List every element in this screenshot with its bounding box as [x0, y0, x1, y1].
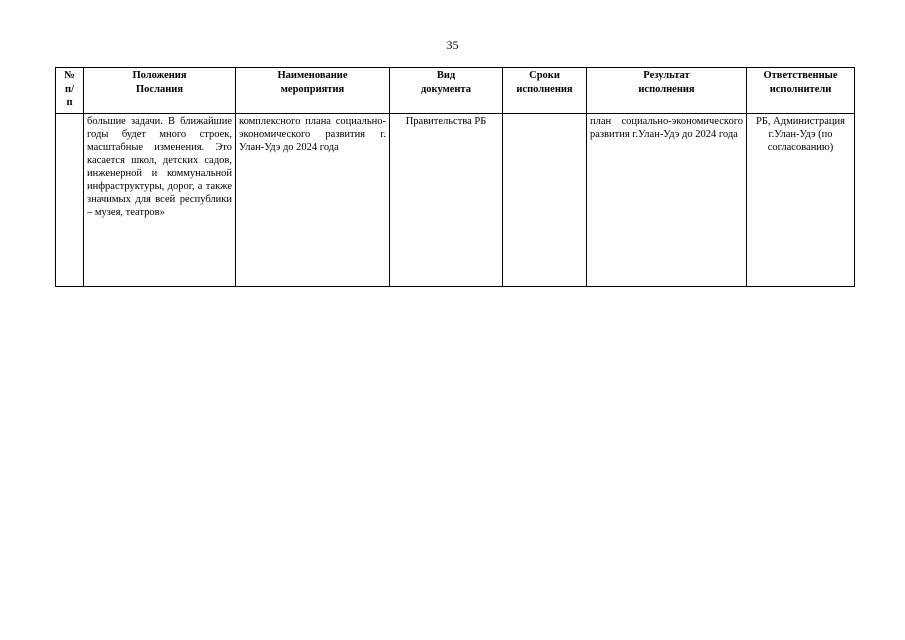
- header-event-name-line1: Наименование: [277, 70, 348, 81]
- measures-table: [55, 67, 855, 287]
- cell-responsible: РБ, Администрация г.Улан-Удэ (по согласованию): [747, 113, 855, 286]
- header-result-line2: исполнения: [638, 83, 695, 95]
- table-header-row: [56, 68, 855, 114]
- header-responsible: [747, 68, 855, 114]
- header-num-line2: п/: [65, 83, 74, 95]
- header-result-line1: Результат: [643, 70, 690, 81]
- header-provisions-line1: Положения: [132, 70, 187, 81]
- header-num-line3: п: [66, 97, 73, 108]
- cell-result: план социально-экономического развития г.Улан-Удэ до 2024 года: [587, 113, 747, 286]
- header-provisions: [84, 68, 236, 114]
- header-doc-type: [390, 68, 503, 114]
- header-deadlines: [503, 68, 587, 114]
- header-event-name-line2: мероприятия: [280, 83, 345, 95]
- header-deadlines-line1: Сроки: [529, 70, 560, 81]
- cell-provisions: большие задачи. В ближайшие годы будет много строек, масштабные изменения. Это касается школ, детских садов, инженерной и коммунальной инфраструктуры, дорог, а также значимых для всей республики – музея, театров»: [84, 113, 236, 286]
- cell-deadlines: [503, 113, 587, 286]
- cell-event-name: комплексного плана социально-экономического развития г. Улан-Удэ до 2024 года: [236, 113, 390, 286]
- table-row: [56, 113, 855, 286]
- header-doc-type-line2: документа: [421, 83, 471, 95]
- header-event-name: [236, 68, 390, 114]
- cell-num: [56, 113, 84, 286]
- header-result: [587, 68, 747, 114]
- cell-doc-type: Правительства РБ: [390, 113, 503, 286]
- header-doc-type-line1: Вид: [436, 70, 456, 81]
- header-num-line1: №: [64, 70, 75, 81]
- header-responsible-line1: Ответственные: [763, 70, 838, 81]
- header-num: [56, 68, 84, 114]
- header-provisions-line2: Послания: [136, 83, 183, 95]
- header-deadlines-line2: исполнения: [516, 83, 573, 95]
- page-number: 35: [446, 38, 459, 52]
- header-responsible-line2: исполнители: [769, 83, 832, 95]
